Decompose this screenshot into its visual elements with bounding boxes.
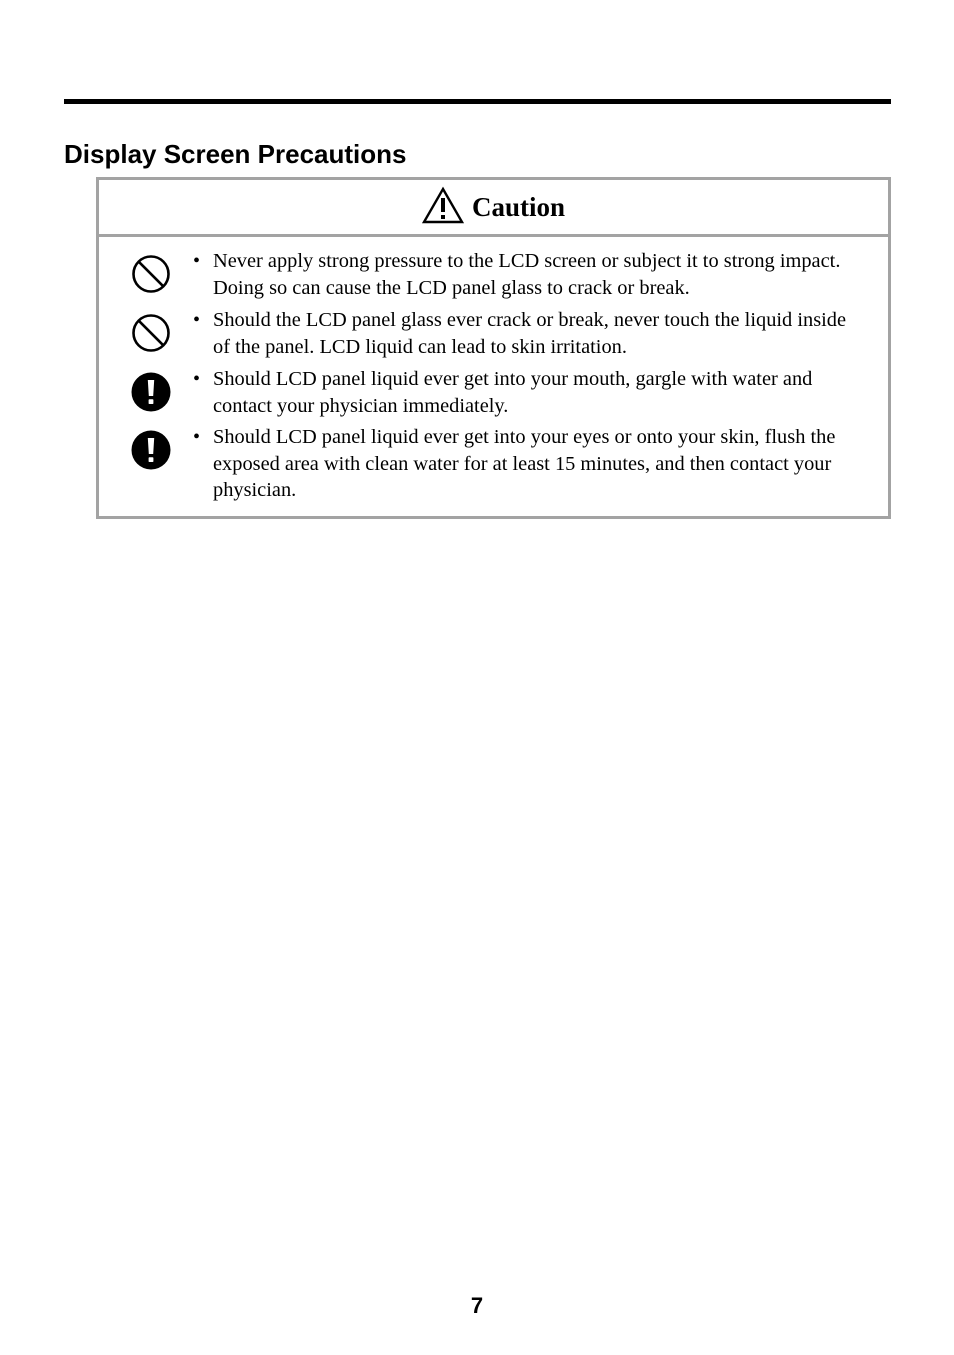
caution-item-text	[213, 248, 887, 301]
bullet: •	[193, 250, 201, 272]
top-rule	[64, 99, 891, 104]
warning-triangle-icon	[422, 186, 464, 224]
bullet: •	[193, 426, 201, 448]
text-line: physician.	[213, 479, 297, 501]
section-title: Display Screen Precautions	[64, 139, 407, 169]
text-line: Doing so can cause the LCD panel glass to crack or break.	[213, 276, 690, 299]
caution-title: Caution	[471, 192, 566, 222]
text-line: of the panel. LCD liquid can lead to skin irritation.	[213, 335, 627, 358]
text-line: Should LCD panel liquid ever get into your mouth, gargle with water and	[213, 368, 813, 390]
caution-box	[96, 177, 891, 519]
text-line: contact your physician immediately.	[213, 394, 509, 417]
page-number: 7	[470, 1293, 484, 1318]
text-line: Should the LCD panel glass ever crack or break, never touch the liquid inside	[213, 309, 847, 331]
caution-item-text	[213, 366, 887, 419]
caution-item-text	[213, 424, 887, 504]
mandatory-action-icon	[131, 430, 171, 470]
prohibited-icon	[131, 313, 171, 353]
text-line: exposed area with clean water for at least 15 minutes, and then contact your	[213, 452, 832, 475]
caution-header	[99, 180, 888, 237]
caution-item-text	[213, 307, 887, 360]
prohibited-icon	[131, 254, 171, 294]
bullet: •	[193, 309, 201, 331]
bullet: •	[193, 368, 201, 390]
mandatory-action-icon	[131, 372, 171, 412]
text-line: Should LCD panel liquid ever get into your eyes or onto your skin, flush the	[213, 426, 836, 448]
text-line: Never apply strong pressure to the LCD screen or subject it to strong impact.	[213, 250, 841, 272]
